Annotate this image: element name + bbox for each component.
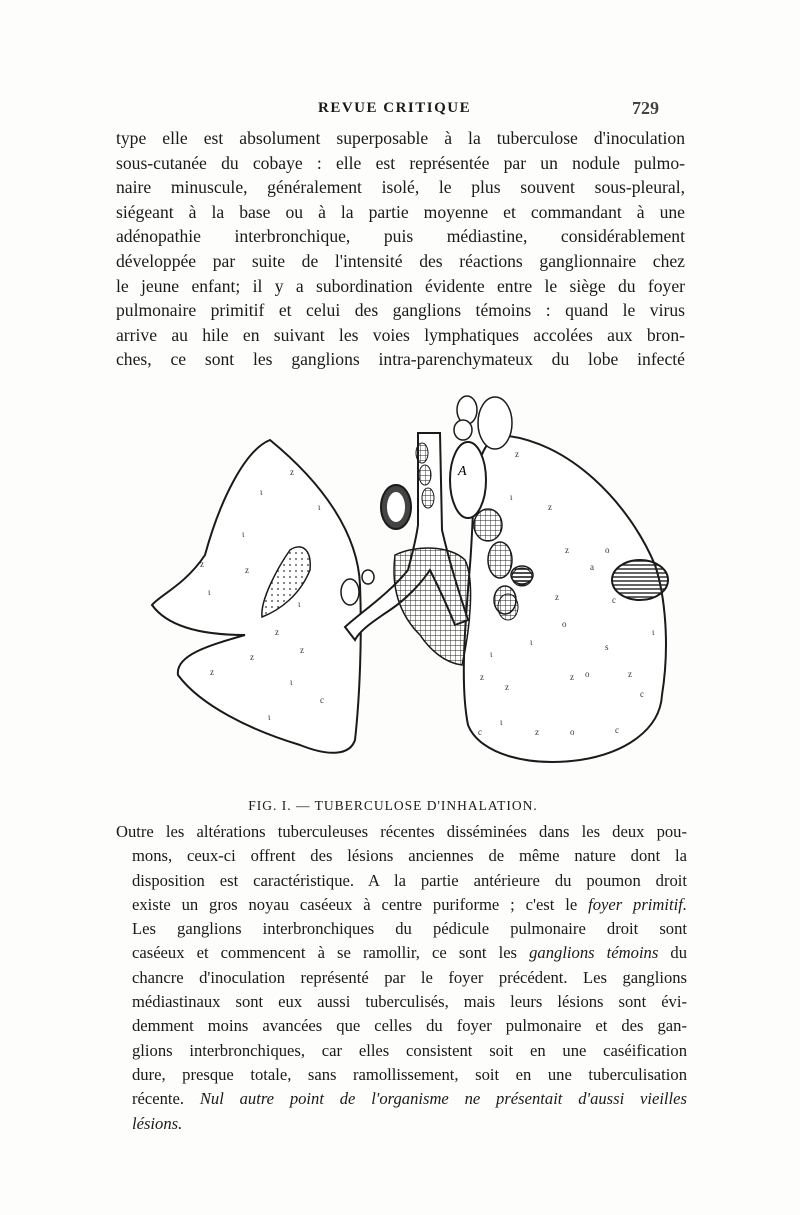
text-line [116, 1087, 687, 1111]
interbronchial-gland [474, 509, 502, 541]
svg-text:ɩ: ɩ [530, 637, 533, 647]
svg-text:z: z [300, 645, 304, 655]
gland-center [387, 492, 405, 522]
gland-a [450, 442, 486, 518]
svg-text:ɩ: ɩ [510, 492, 513, 502]
emphasis-foyer-primitif: foyer primitif. [588, 894, 687, 914]
page-number: 729 [632, 98, 659, 118]
text-line: arrive au hile en suivant les voies lymphatiques accolées aux bron- [116, 324, 685, 345]
svg-text:ɩ: ɩ [260, 487, 263, 497]
caption-text: FIG. I. — TUBERCULOSE D'INHALATION. [248, 798, 538, 813]
lung-drawing [150, 395, 680, 790]
svg-text:c: c [640, 689, 644, 699]
text-line [116, 893, 687, 917]
text-span: récente. [132, 1089, 200, 1109]
text-line: glions interbronchiques, car elles consistent soit en une caséification [132, 1040, 687, 1060]
svg-text:ɩ: ɩ [242, 529, 245, 539]
running-title: REVUE CRITIQUE [318, 100, 472, 116]
svg-text:c: c [615, 725, 619, 735]
running-header [0, 100, 800, 124]
svg-text:z: z [535, 727, 539, 737]
text-line: pulmonaire primitif et celui des ganglions témoins : quand le virus [116, 300, 685, 321]
top-gland [478, 397, 512, 449]
svg-text:z: z [200, 559, 204, 569]
svg-text:c: c [612, 595, 616, 605]
svg-text:ɩ: ɩ [208, 587, 211, 597]
svg-text:ɩ: ɩ [298, 599, 301, 609]
text-line: disposition est caractéristique. A la partie antérieure du poumon droit [132, 870, 687, 890]
text-line: médiastinaux sont eux aussi tuberculisés, mais leurs lésions sont évi- [132, 992, 687, 1012]
svg-text:ɩ: ɩ [490, 649, 493, 659]
svg-text:ɩ: ɩ [318, 502, 321, 512]
paragraph-bottom [116, 820, 687, 1136]
svg-text:z: z [275, 627, 279, 637]
svg-text:z: z [250, 652, 254, 662]
figure-caption [0, 798, 800, 814]
text-line: sous-cutanée du cobaye : elle est représentée par un nodule pulmo- [116, 152, 685, 173]
text-line: demment moins avancées que celles du foyer pulmonaire et des gan- [132, 1016, 687, 1036]
figure-lung-illustration [150, 395, 680, 790]
top-gland [454, 420, 472, 440]
mediastinal-glands [394, 548, 471, 665]
svg-text:z: z [515, 449, 519, 459]
svg-text:ɩ: ɩ [268, 712, 271, 722]
svg-text:o: o [585, 669, 590, 679]
svg-text:z: z [555, 592, 559, 602]
text-line: ches, ce sont les ganglions intra-parenchymateux du lobe infecté [116, 349, 685, 370]
text-line: mons, ceux-ci offrent des lésions anciennes de même nature dont la [132, 846, 687, 866]
text-line: développée par suite de l'intensité des réactions ganglionnaire chez [116, 250, 685, 271]
svg-text:z: z [210, 667, 214, 677]
emphasis-conclusion: Nul autre point de l'organisme ne présentait d'aussi vieilles [199, 1089, 687, 1109]
small-gland [422, 488, 434, 508]
text-line: Les ganglions interbronchiques du pédicule pulmonaire droit sont [132, 919, 687, 939]
svg-text:z: z [290, 467, 294, 477]
text-line: naire minuscule, généralement isolé, le plus souvent sous-pleural, [116, 177, 685, 198]
lung-node [498, 594, 518, 620]
emphasis-ganglions-temoins: ganglions témoins [529, 943, 659, 963]
svg-text:a: a [590, 562, 594, 572]
text-line: Outre les altérations tuberculeuses récentes disséminées dans les deux pou- [116, 822, 687, 841]
paragraph-top [116, 126, 685, 372]
svg-text:c: c [478, 727, 482, 737]
white-gland [341, 579, 359, 605]
svg-text:z: z [505, 682, 509, 692]
text-line [116, 1112, 687, 1136]
text-span: caséeux et commencent à se ramollir, ce sont les [132, 943, 530, 963]
svg-text:z: z [480, 672, 484, 682]
svg-text:z: z [245, 565, 249, 575]
svg-text:o: o [562, 619, 567, 629]
right-lung [152, 440, 361, 753]
text-line [116, 941, 687, 965]
svg-text:z: z [548, 502, 552, 512]
svg-text:z: z [570, 672, 574, 682]
svg-text:ɩ: ɩ [652, 627, 655, 637]
text-span: existe un gros noyau caséeux à centre puriforme ; c'est le [132, 894, 589, 914]
caseous-nodule [612, 560, 668, 600]
text-line: dure, presque totale, sans ramollissement, soit en une tuberculisation [132, 1064, 687, 1084]
text-line: adénopathie interbronchique, puis médiastine, considérablement [116, 226, 685, 247]
emphasis-conclusion-end: lésions. [132, 1113, 183, 1133]
label-a: A [458, 464, 467, 479]
text-line: type elle est absolument superposable à la tuberculose d'inoculation [116, 128, 685, 148]
svg-text:o: o [570, 727, 575, 737]
lung-node [512, 568, 532, 586]
svg-text:ɩ: ɩ [500, 717, 503, 727]
white-gland [362, 570, 374, 584]
text-span: du [658, 943, 688, 963]
svg-text:z: z [628, 669, 632, 679]
text-line: chancre d'inoculation représenté par le foyer précédent. Les ganglions [132, 967, 687, 987]
small-gland [419, 465, 431, 485]
svg-text:c: c [320, 695, 324, 705]
text-line: le jeune enfant; il y a subordination évidente entre le siège du foyer [116, 275, 685, 296]
text-line: siégeant à la base ou à la partie moyenne et commandant à une [116, 201, 685, 222]
svg-text:o: o [605, 545, 610, 555]
svg-text:z: z [565, 545, 569, 555]
interbronchial-gland [488, 542, 512, 578]
svg-text:s: s [605, 642, 609, 652]
small-gland [416, 443, 428, 463]
svg-text:ɩ: ɩ [290, 677, 293, 687]
